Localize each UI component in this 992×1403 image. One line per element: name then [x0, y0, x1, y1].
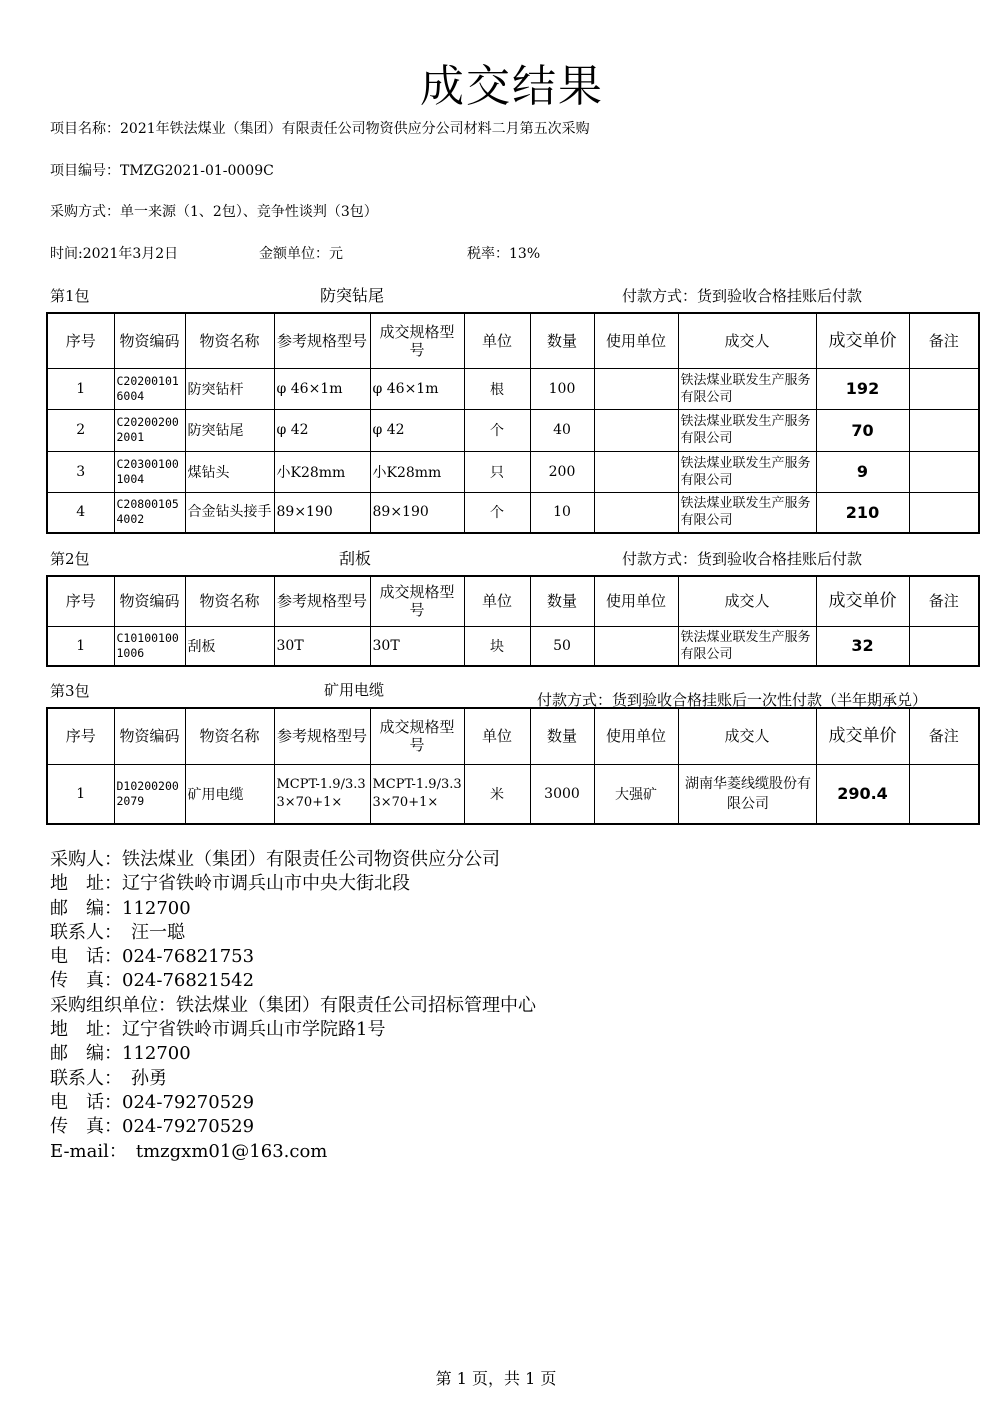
cell-qty: 200: [530, 451, 594, 492]
table-row: [47, 764, 979, 824]
contact-postcode: 邮 编：112700: [50, 1043, 191, 1065]
cell-deal-spec: 30T: [370, 626, 464, 666]
table-header-row: [47, 708, 979, 764]
header-unit: 单位: [464, 708, 530, 764]
cell-note: [909, 492, 979, 533]
cell-seller: 铁法煤业联发生产服务有限公司: [678, 492, 816, 533]
cell-qty: 50: [530, 626, 594, 666]
contact-fax: 传 真：024-79270529: [50, 1116, 255, 1138]
cell-name: 煤钻头: [185, 451, 274, 492]
cell-unit: 个: [464, 409, 530, 451]
header-code: 物资编码: [114, 708, 185, 764]
cell-qty: 3000: [530, 764, 594, 824]
package-number: 第2包: [50, 550, 90, 568]
contact-person: 联系人： 孙勇: [50, 1067, 167, 1089]
cell-price: 290.4: [816, 764, 909, 824]
contact-phone: 电 话：024-76821753: [50, 946, 255, 968]
contact-organizer: 采购组织单位：铁法煤业（集团）有限责任公司招标管理中心: [50, 994, 536, 1016]
cell-user: [594, 368, 678, 409]
project-number: 项目编号：TMZG2021-01-0009C: [50, 163, 274, 179]
header-note: 备注: [909, 313, 979, 368]
package-name: 防突钻尾: [320, 286, 385, 305]
cell-seq: 1: [47, 764, 114, 824]
header-qty: 数量: [530, 576, 594, 626]
header-qty: 数量: [530, 313, 594, 368]
header-code: 物资编码: [114, 313, 185, 368]
cell-qty: 40: [530, 409, 594, 451]
header-seller: 成交人: [678, 576, 816, 626]
cell-user: [594, 626, 678, 666]
payment-terms: 付款方式：货到验收合格挂账后付款: [622, 287, 863, 305]
cell-seller: 铁法煤业联发生产服务有限公司: [678, 451, 816, 492]
contact-email: E-mail： tmzgxm01@163.com: [50, 1140, 328, 1162]
date-text: 时间:2021年3月2日: [50, 246, 179, 262]
package-number: 第1包: [50, 287, 90, 305]
package-name: 刮板: [339, 549, 372, 568]
package-3-header: [46, 676, 980, 709]
header-unit: 单位: [464, 576, 530, 626]
table-row: [47, 368, 979, 409]
table-header-row: [47, 313, 979, 368]
header-name: 物资名称: [185, 313, 274, 368]
header-price: 成交单价: [816, 708, 909, 764]
header-seller: 成交人: [678, 708, 816, 764]
cell-note: [909, 451, 979, 492]
cell-seq: 3: [47, 451, 114, 492]
cell-name: 防突钻尾: [185, 409, 274, 451]
cell-price: 192: [816, 368, 909, 409]
cell-seller: 铁法煤业联发生产服务有限公司: [678, 368, 816, 409]
table-header-row: [47, 576, 979, 626]
cell-code: C101001001006: [114, 626, 185, 666]
currency-unit: 金额单位：元: [259, 246, 343, 262]
cell-code: C202002002001: [114, 409, 185, 451]
package-1-header: [46, 281, 980, 307]
cell-ref-spec: 89×190: [274, 492, 370, 533]
contact-info: [50, 848, 536, 1164]
header-user: 使用单位: [594, 576, 678, 626]
table-row: [47, 409, 979, 451]
header-deal-spec: 成交规格型号: [370, 708, 464, 764]
project-name: 项目名称：2021年铁法煤业（集团）有限责任公司物资供应分公司材料二月第五次采购: [50, 121, 590, 137]
package-name: 矿用电缆: [324, 681, 385, 699]
header-name: 物资名称: [185, 576, 274, 626]
cell-deal-spec: MCPT-1.9/3.3 3×70+1×: [370, 764, 464, 824]
cell-code: C202001016004: [114, 368, 185, 409]
tax-rate: 税率：13%: [467, 246, 541, 262]
cell-user: 大强矿: [594, 764, 678, 824]
cell-unit: 只: [464, 451, 530, 492]
cell-note: [909, 764, 979, 824]
table-row: [47, 492, 979, 533]
header-price: 成交单价: [816, 576, 909, 626]
cell-unit: 米: [464, 764, 530, 824]
cell-name: 合金钻头接手: [185, 492, 274, 533]
cell-qty: 100: [530, 368, 594, 409]
cell-ref-spec: φ 46×1m: [274, 368, 370, 409]
package-3-table: [46, 707, 980, 825]
cell-seller: 铁法煤业联发生产服务有限公司: [678, 409, 816, 451]
cell-name: 防突钻杆: [185, 368, 274, 409]
header-seller: 成交人: [678, 313, 816, 368]
payment-terms: 付款方式：货到验收合格挂账后付款: [622, 550, 863, 568]
cell-price: 32: [816, 626, 909, 666]
package-1-table: [46, 312, 980, 534]
header-ref-spec: 参考规格型号: [274, 708, 370, 764]
header-seq: 序号: [47, 708, 114, 764]
cell-seq: 1: [47, 368, 114, 409]
cell-user: [594, 451, 678, 492]
cell-price: 210: [816, 492, 909, 533]
cell-deal-spec: 小K28mm: [370, 451, 464, 492]
cell-name: 刮板: [185, 626, 274, 666]
payment-terms: 付款方式：货到验收合格挂账后一次性付款（半年期承兑）: [537, 691, 928, 709]
cell-ref-spec: MCPT-1.9/3.3 3×70+1×: [274, 764, 370, 824]
cell-user: [594, 409, 678, 451]
header-note: 备注: [909, 708, 979, 764]
table-row: [47, 626, 979, 666]
header-note: 备注: [909, 576, 979, 626]
cell-code: C203001001004: [114, 451, 185, 492]
cell-deal-spec: φ 42: [370, 409, 464, 451]
cell-seq: 4: [47, 492, 114, 533]
cell-note: [909, 409, 979, 451]
contact-fax: 传 真：024-76821542: [50, 970, 255, 992]
contact-purchaser: 采购人：铁法煤业（集团）有限责任公司物资供应分公司: [50, 849, 500, 870]
cell-deal-spec: 89×190: [370, 492, 464, 533]
header-user: 使用单位: [594, 708, 678, 764]
cell-seller: 铁法煤业联发生产服务有限公司: [678, 626, 816, 666]
contact-address: 地 址：辽宁省铁岭市调兵山市学院路1号: [50, 1019, 386, 1041]
cell-ref-spec: 小K28mm: [274, 451, 370, 492]
cell-note: [909, 368, 979, 409]
cell-user: [594, 492, 678, 533]
header-deal-spec: 成交规格型号: [370, 576, 464, 626]
header-qty: 数量: [530, 708, 594, 764]
header-ref-spec: 参考规格型号: [274, 313, 370, 368]
cell-code: D102002002079: [114, 764, 185, 824]
cell-unit: 块: [464, 626, 530, 666]
cell-unit: 根: [464, 368, 530, 409]
page-footer: 第 1 页，共 1 页: [435, 1369, 557, 1388]
cell-unit: 个: [464, 492, 530, 533]
cell-price: 70: [816, 409, 909, 451]
contact-address: 地 址：辽宁省铁岭市调兵山市中央大街北段: [50, 873, 410, 895]
header-name: 物资名称: [185, 708, 274, 764]
header-code: 物资编码: [114, 576, 185, 626]
cell-seq: 2: [47, 409, 114, 451]
header-seq: 序号: [47, 576, 114, 626]
cell-code: C208001054002: [114, 492, 185, 533]
header-deal-spec: 成交规格型号: [370, 313, 464, 368]
contact-person: 联系人： 汪一聪: [50, 921, 185, 943]
cell-price: 9: [816, 451, 909, 492]
cell-seq: 1: [47, 626, 114, 666]
cell-note: [909, 626, 979, 666]
cell-seller: 湖南华菱线缆股份有限公司: [678, 764, 816, 824]
package-2-table: [46, 575, 980, 667]
cell-ref-spec: φ 42: [274, 409, 370, 451]
package-2-header: [46, 544, 980, 570]
header-unit: 单位: [464, 313, 530, 368]
header-price: 成交单价: [816, 313, 909, 368]
table-row: [47, 451, 979, 492]
package-number: 第3包: [50, 682, 90, 700]
contact-phone: 电 话：024-79270529: [50, 1091, 255, 1113]
contact-postcode: 邮 编：112700: [50, 897, 191, 919]
cell-qty: 10: [530, 492, 594, 533]
header-ref-spec: 参考规格型号: [274, 576, 370, 626]
header-seq: 序号: [47, 313, 114, 368]
purchase-method: 采购方式：单一来源（1、2包）、竞争性谈判（3包）: [50, 204, 378, 220]
cell-deal-spec: φ 46×1m: [370, 368, 464, 409]
cell-ref-spec: 30T: [274, 626, 370, 666]
page-title: 成交结果: [420, 61, 604, 112]
cell-name: 矿用电缆: [185, 764, 274, 824]
header-user: 使用单位: [594, 313, 678, 368]
